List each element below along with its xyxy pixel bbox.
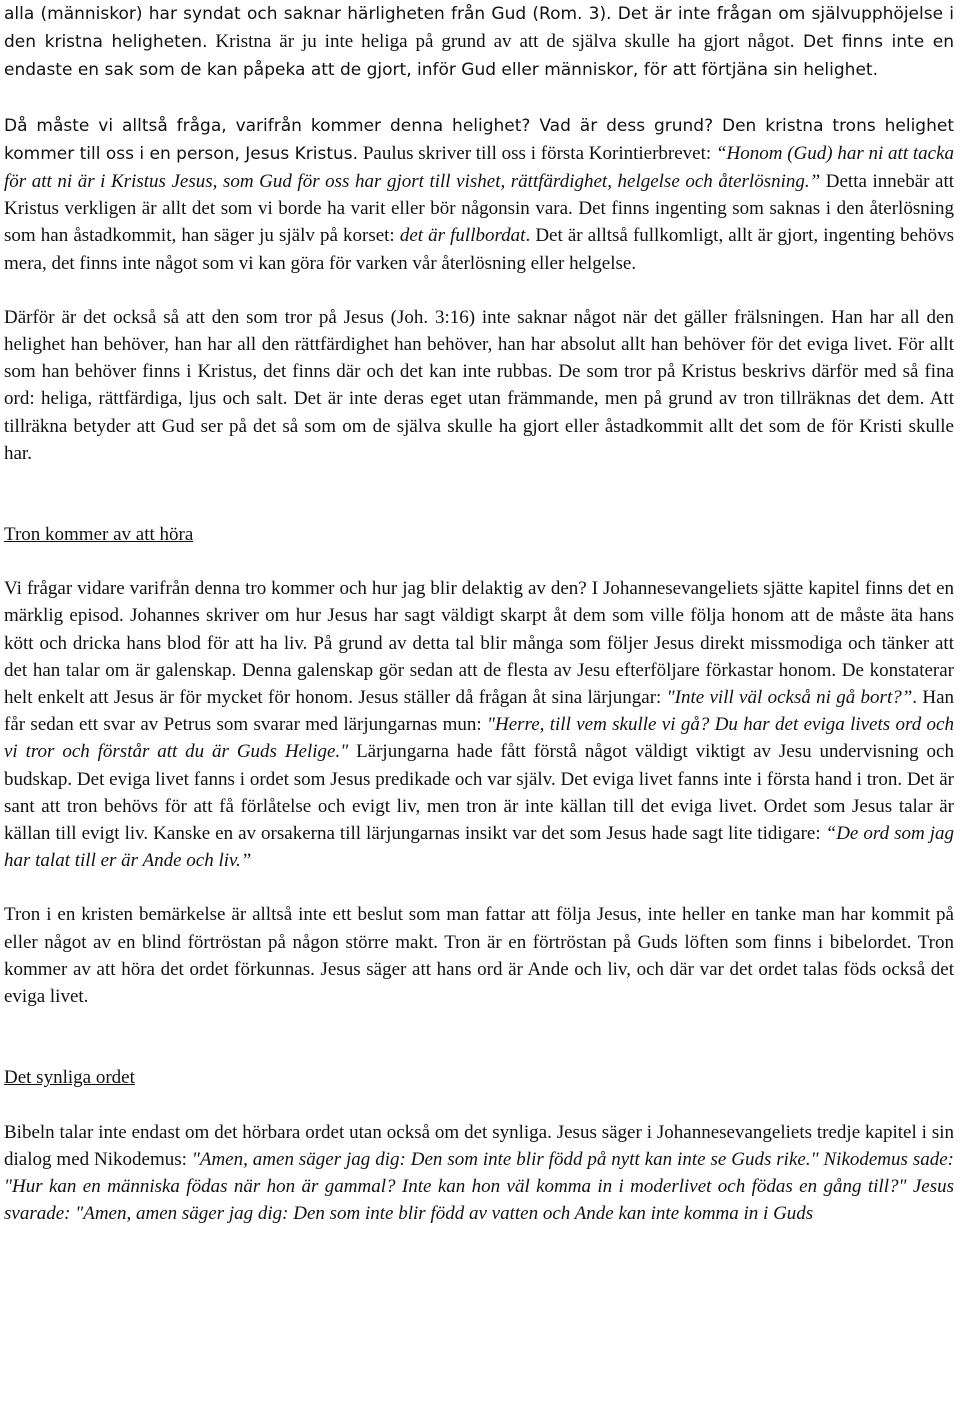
text-run: Kristna är ju inte heliga på grund av att de själva skulle ha gjort något. [207,31,795,53]
text-run: alla (människor) har syndat och saknar härligheten från Gud (Rom. 3). Det är inte frågan om självupphöjelse i den kristna heligheten. [4,4,954,53]
text-run: Lärjungarna hade fått förstå något väldigt viktigt av Jesu undervisning och budskap. Det eviga livet fanns i ordet som Jesus predikade och var själv. Det eviga livet fanns inte i första hand i tron. Det är sant att tron behövs för att få förlåtelse och evigt liv, men tron är inte källan till det eviga livet. Ordet som Jesus talar är källan till evigt liv. Kanske en av orsakerna till lärjungarnas insikt var det som Jesus hade sagt lite tidigare: [4,741,954,845]
paragraph-spacer [4,277,954,304]
paragraph-spacer [4,85,954,112]
text-run: Detta innebär att Kristus verkligen är allt det som vi borde ha varit eller bör någonsin vara. Det finns ingenting som saknas i den återlösning som han åstadkommit, han säger ju själv på korset: [4,171,955,247]
quote-nikodemus: "Amen, amen säger jag dig: Den som inte blir född på nytt kan inte se Guds rike." Nikodemus sade: "Hur kan en människa födas när hon är gammal? Inte kan hon väl komma in i moderlivet och födas en gång till?" Jesus svarade: "Amen, amen säger jag dig: Den som inte blir född av vatten och Ande kan inte komma in i Guds [4,1148,955,1225]
paragraph-spacer [4,548,954,575]
text-run: Paulus skriver till oss i första Korintierbrevet: [358,142,716,164]
section-spacer [4,1010,954,1064]
text-run: Det finns inte en endaste en sak som de kan påpeka att de gjort, inför Gud eller människor, för att förtjäna sin helighet. [4,32,954,81]
section-heading-tron: Tron kommer av att höra [4,524,194,546]
text-run: . Det är alltså fullkomligt, allt är gjort, ingenting behövs mera, det finns inte något som vi kan göra för varken vår återlösning eller helgelse. [4,225,954,274]
section-heading-synliga: Det synliga ordet [4,1067,135,1089]
text-run: Bibeln talar inte endast om det hörbara ordet utan också om det synliga. Jesus säger i Johannesevangeliets tredje kapitel i sin dialog med Nikodemus: [4,1121,954,1170]
paragraph-sanctity-origin [4,0,954,85]
quote-go-away: "Inte vill väl också ni gå bort?” [666,687,913,709]
paragraph-spacer [4,874,954,901]
text-run: . Han får sedan ett svar av Petrus som svarar med lärjungarnas mun: [4,687,955,736]
text-run: Då måste vi alltså fråga, varifrån kommer denna helighet? Vad är dess grund? Den kristna trons helighet kommer till oss i en person, Jesus Kristus. [4,115,954,164]
paragraph-source-of-holiness [4,112,954,277]
paragraph-john-six [4,575,954,874]
paragraph-spacer [4,1092,954,1119]
document-page [4,0,954,1227]
quote-petrus: "Herre, till vem skulle vi gå? Du har det eviga livets ord och vi tror och förstår att du är Guds Helige." [4,714,954,763]
section-spacer [4,467,954,521]
quote-spirit-life: “De ord som jag har talat till er är Ande och liv.” [4,823,954,872]
paragraph-faith-meaning: Tron i en kristen bemärkelse är alltså inte ett beslut som man fattar att följa Jesus, inte heller en tanke man har kommit på eller något av en blind förtröstan på någon större makt. Tron är en förtröstan på Guds löften som finns i bibelordet. Tron kommer av att höra det ordet förkunnas. Jesus säger att hans ord är Ande och liv, och där var det ordet talas föds också det eviga livet. [4,904,954,1008]
quote-fullbordat: det är fullbordat [399,225,526,247]
paragraph-visible-word [4,1119,954,1228]
text-run: Vi frågar vidare varifrån denna tro kommer och hur jag blir delaktig av den? I Johannesevangeliets sjätte kapitel finns det en märklig episod. Johannes skriver om hur Jesus har sagt väldigt skarpt åt dem som ville följa honom att de måste äta hans kött och dricka hans blod för att ha liv. På grund av detta tal blir många som följer Jesus direkt missmodiga och tänker att det han talar om är galenskap. Denna galenskap gör sedan att de flesta av Jesu efterföljare förkastar honom. De konstaterar helt enkelt att Jesus är för mycket för honom. Jesus ställer då frågan åt sina lärjungar: [4,578,954,709]
quote-corinthians: “Honom (Gud) har ni att tacka för att ni är i Kristus Jesus, som Gud för oss har gjort till vishet, rättfärdighet, helgelse och återlösning.” [4,142,954,193]
paragraph-faith-salvation: Därför är det också så att den som tror på Jesus (Joh. 3:16) inte saknar något när det gäller frälsningen. Han har all den helighet han behöver, han har all den rättfärdighet han behöver, han har absolut allt han behöver för det eviga livet. För allt som han behöver finns i Kristus, det finns där och det kan inte rubbas. De som tror på Kristus beskrivs därför med så fina ord: heliga, rättfärdiga, ljus och salt. Det är inte deras eget utan främmande, men på grund av tron tillräknas det dem. Att tillräkna betyder att Gud ser på det så som om de själva skulle ha gjort eller åstadkommit allt det som de för Kristi skulle har. [4,306,954,464]
